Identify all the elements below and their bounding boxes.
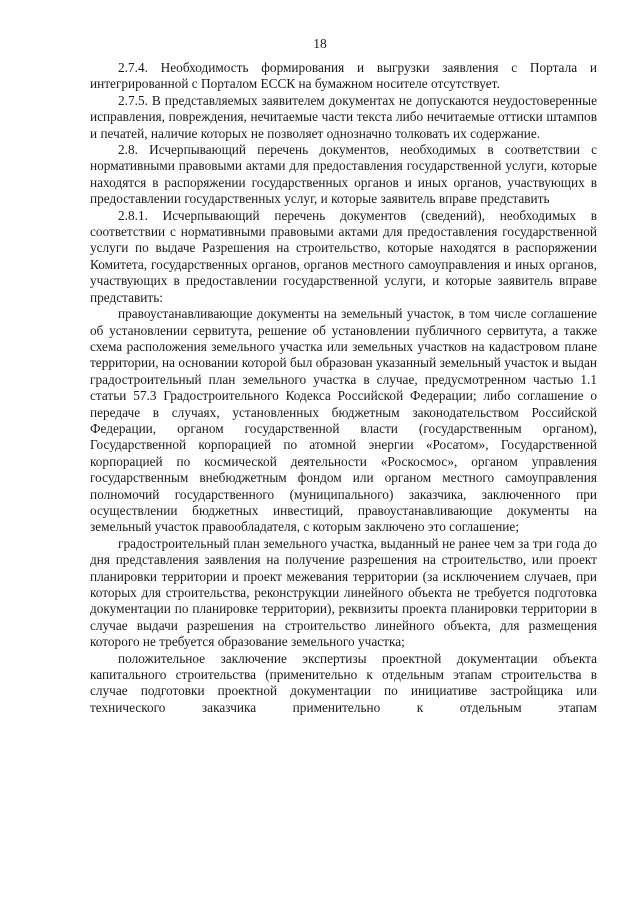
paragraph-2-7-5: 2.7.5. В представляемых заявителем документах не допускаются неудостоверенные исправления, повреждения, нечитаемые части текста либо нечитаемые оттиски штампов и печатей, наличие которых не позволяет однозначно толковать их содержание. [90, 92, 597, 141]
list-item-land-rights-documents: правоустанавливающие документы на земельный участок, в том числе соглашение об установлении сервитута, решение об установлении публичного сервитута, а также схема расположения земельного участка или земельных участков на кадастровом плане территории, на основании которой был образован указанный земельный участок и выдан градостроительный план земельного участка в случае, предусмотренном частью 1.1 статьи 57.3 Градостроительного Кодекса Российской Федерации; либо соглашение о передаче в случаях, установленных бюджетным законодательством Российской Федерации, органом государственной власти (государственным органом), Государственной корпорацией по атомной энергии «Росатом», Государственной корпорацией по космической деятельности «Роскосмос», органом управления государственным внебюджетным фондом или органом местного самоуправления полномочий государственного (муниципального) заказчика, заключенного при осуществлении бюджетных инвестиций, правоустанавливающие документы на земельный участок правообладателя, с которым заключено это соглашение; [90, 306, 597, 535]
paragraph-2-7-4: 2.7.4. Необходимость формирования и выгрузки заявления с Портала и интегрированной с Порталом ЕССК на бумажном носителе отсутствует. [90, 60, 597, 92]
list-item-expert-conclusion: положительное заключение экспертизы проектной документации объекта капитального строительства (применительно к отдельным этапам строительства в случае подготовки проектной документации по инициативе застройщика или технического заказчика применительно к отдельным этапам [90, 650, 597, 715]
list-item-urban-plan: градостроительный план земельного участка, выданный не ранее чем за три года до дня представления заявления на получение разрешения на строительство, или проект планировки территории и проект межевания территории (за исключением случаев, при которых для строительства, реконструкции линейного объекта не требуется подготовка документации по планировке территории), реквизиты проекта планировки территории в случае выдачи разрешения на строительство линейного объекта, для размещения которого не требуется образование земельного участка; [90, 535, 597, 650]
document-body [90, 60, 597, 716]
paragraph-2-8-1: 2.8.1. Исчерпывающий перечень документов (сведений), необходимых в соответствии с нормативными правовыми актами для предоставления государственной услуги по выдаче Разрешения на строительство, которые находятся в распоряжении Комитета, государственных органов, органов местного самоуправления и иных органов, участвующих в предоставлении государственной услуги, и которые заявитель вправе представить: [90, 207, 597, 305]
page-number: 18 [313, 36, 327, 51]
paragraph-2-8: 2.8. Исчерпывающий перечень документов, необходимых в соответствии с нормативными правовыми актами для предоставления государственной услуги, которые находятся в распоряжении государственных органов и иных органов, участвующих в предоставлении государственных услуг, и которые заявитель вправе представить [90, 142, 597, 207]
